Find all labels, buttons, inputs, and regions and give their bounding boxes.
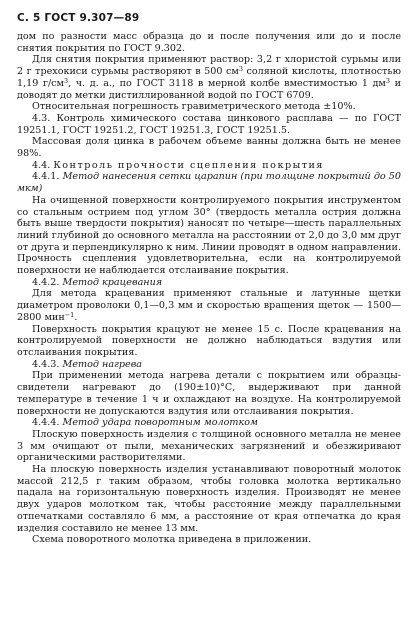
section-number: 4.4.1.	[32, 171, 63, 183]
section-number: 4.4.	[32, 159, 54, 171]
paragraph-mass-difference: дом по разности масс образца до и после получения или до и после снятия покрытия по ГОСТ 9.302.	[17, 31, 401, 54]
section-title: Метод удара поворотным молотком	[62, 417, 258, 429]
document-body	[17, 31, 401, 546]
paragraph-scratch-grid: На очищенной поверхности контролируемого покрытия инструментом со стальным острием под углом 30° (твердость металла острия должна быть выше твердости покрытия) наносят по четыре—шесть параллельных линий глубиной до основного металла на расстоянии от 2,0 до 3,0 мм друг от друга и перпендикулярно к ним. Линии проводят в одном направлении. Прочность сцепления удовлетворительна, если на контролируемой поверхности не наблюдается отслаивание покрытия.	[17, 194, 401, 277]
section-title: Метод нанесения сетки царапин (при толщине покрытий до 50 мкм)	[17, 171, 401, 195]
superscript: 3	[238, 65, 243, 74]
paragraph-surface-preparation: Плоскую поверхность изделия с толщиной основного металла не менее 3 мм очищают от пыли, механических загрязнений и обезжиривают органическими растворителями.	[17, 428, 401, 464]
section-number: 4.4.2.	[32, 276, 63, 288]
subsection-heading-4-4-4	[17, 417, 401, 429]
subsection-heading-4-4-3	[17, 359, 401, 371]
section-heading-4-4	[17, 160, 401, 172]
paragraph-text: Для снятия покрытия применяют раствор: 3,2 г хлористой сурьмы или 2 г трехокиси сурьмы растворяют в 500 см	[17, 54, 401, 78]
paragraph-text: соляной кислоты, плотностью 1,19 г/см	[17, 66, 401, 89]
paragraph-section-4-3: 4.3. Контроль химического состава цинкового расплава — по ГОСТ 19251.1, ГОСТ 19251.2, ГОСТ 19251.3, ГОСТ 19251.5.	[17, 112, 401, 136]
section-title: Контроль прочности сцепления покрытия	[53, 159, 324, 171]
paragraph-text: .	[74, 311, 78, 323]
paragraph-text: , ч. д. а., по ГОСТ 3118 в мерной колбе вместимостью 1 дм	[68, 77, 386, 89]
paragraph-zinc-mass-fraction: Массовая доля цинка в рабочем объеме ванны должна быть не менее 98%.	[17, 136, 401, 160]
superscript: −1	[64, 310, 75, 319]
page-number: С. 5	[17, 12, 41, 24]
section-title: Метод крацевания	[62, 276, 163, 288]
paragraph-brushing-method	[17, 288, 401, 323]
superscript: 3	[64, 76, 69, 85]
paragraph-text: Для метода крацевания применяют стальные и латунные щетки диаметром проволоки 0,1—0,3 мм и скоростью вращения щеток — 1500—2800 мин	[17, 288, 401, 323]
superscript: 3	[385, 76, 391, 85]
section-number: 4.4.3.	[32, 358, 63, 370]
paragraph-heating-method: При применении метода нагрева детали с покрытием или образцы-свидетели нагревают до (190±10)°С, выдерживают при данной температуре в течение 1 ч и охлаждают на воздухе. На контролируемой поверхности не допускаются вздутия или отслаивания покрытия.	[17, 370, 401, 417]
standard-code: ГОСТ 9.307—89	[44, 12, 140, 24]
paragraph-brushing-result: Поверхность покрытия крацуют не менее 15 с. После крацевания на контролируемой поверхности не должно наблюдаться вздутия или отслаивания покрытия.	[17, 323, 401, 358]
paragraph-relative-error: Относительная погрешность гравиметрического метода ±10%.	[32, 101, 356, 113]
subsection-heading-4-4-2	[17, 277, 401, 289]
section-number: 4.4.4.	[32, 417, 63, 429]
paragraph-stripping-solution	[17, 54, 401, 101]
paragraph-hammer-procedure: На плоскую поверхность изделия устанавливают поворотный молоток массой 212,5 г таким образом, чтобы головка молотка вертикально падала на горизонтальную поверхность изделия. Производят не менее двух ударов молотком так, чтобы расстояние между параллельными отпечатками составляло 6 мм, а расстояние от края отпечатка до края изделия составило не менее 13 мм.	[17, 464, 401, 534]
page-header	[17, 12, 401, 25]
section-title: Метод нагрева	[62, 358, 143, 370]
subsection-heading-4-4-1	[17, 171, 401, 194]
paragraph-text: и доводят до метки дистиллированной водой по ГОСТ 6709.	[17, 77, 401, 101]
paragraph-hammer-scheme: Схема поворотного молотка приведена в приложении.	[32, 534, 312, 546]
